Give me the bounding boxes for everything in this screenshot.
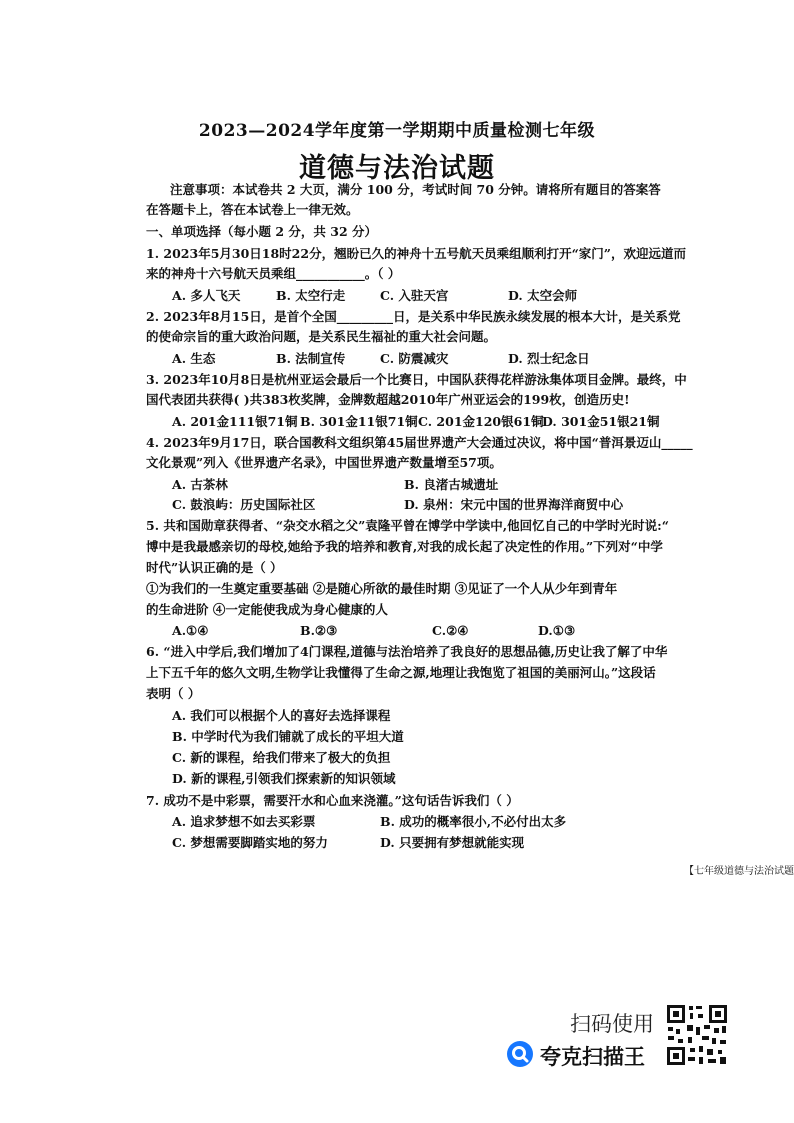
section-heading: 一、单项选择（每小题 2 分，共 32 分） — [146, 224, 378, 239]
brand-watermark — [506, 1040, 645, 1072]
option-d: D. 301金51银21铜 — [542, 414, 660, 429]
question-line: 4. 2023年9月17日，联合国教科文组织第45届世界遗产大会通过决议，将中国“普洱景迈山_____ — [146, 435, 693, 450]
option-c: C. 新的课程，给我们带来了极大的负担 — [172, 750, 391, 765]
option-b: B. 成功的概率很小,不必付出太多 — [380, 814, 567, 829]
option-b: B. 良渚古城遗址 — [404, 477, 499, 492]
scan-label: 扫码使用 — [570, 1012, 654, 1036]
question-line: 时代”认识正确的是（ ） — [146, 560, 283, 575]
option-a: A. 201金111银71铜 — [172, 414, 298, 429]
question-line: 2. 2023年8月15日，是首个全国_________日，是关系中华民族永续发展的根本大计，是关系党 — [146, 309, 681, 324]
option-a: A. 我们可以根据个人的喜好去选择课程 — [172, 708, 391, 723]
question-line: 文化景观”列入《世界遗产名录》，中国世界遗产数量增至57项。 — [146, 455, 502, 470]
question-line: 表明（ ） — [146, 686, 201, 701]
option-c: C. 入驻天宫 — [380, 288, 449, 303]
question-line: 1. 2023年5月30日18时22分，翘盼已久的神舟十五号航天员乘组顺利打开“家门”，欢迎远道而 — [146, 246, 686, 261]
question-line: ①为我们的一生奠定重要基础 ②是随心所欲的最佳时期 ③见证了一个人从少年到青年 — [146, 581, 618, 596]
option-d: D. 泉州：宋元中国的世界海洋商贸中心 — [404, 497, 624, 512]
question-line: 7. 成功不是中彩票，需要汗水和心血来浇灌。”这句话告诉我们（ ） — [146, 793, 519, 808]
option-b: B. 太空行走 — [276, 288, 346, 303]
exam-title: 2023—2024学年度第一学期期中质量检测七年级 — [198, 121, 596, 141]
option-d: D. 新的课程,引领我们探索新的知识领域 — [172, 771, 396, 786]
option-a: A.①④ — [172, 623, 209, 638]
option-d: D.①③ — [538, 623, 576, 638]
question-line: 6. “进入中学后,我们增加了4门课程,道德与法治培养了我良好的思想品德,历史让我了解了中华 — [146, 644, 668, 659]
option-c: C. 防震减灾 — [380, 351, 449, 366]
quark-logo-icon — [506, 1040, 534, 1072]
option-a: A. 追求梦想不如去买彩票 — [172, 814, 316, 829]
question-line: 的使命宗旨的重大政治问题，是关系民生福祉的重大社会问题。 — [146, 329, 497, 344]
question-line: 3. 2023年10月8日是杭州亚运会最后一个比赛日，中国队获得花样游泳集体项目金牌。最终，中 — [146, 372, 687, 387]
option-b: B. 法制宣传 — [276, 351, 346, 366]
option-c: C. 梦想需要脚踏实地的努力 — [172, 835, 328, 850]
option-d: D. 只要拥有梦想就能实现 — [380, 835, 525, 850]
option-c: C.②④ — [432, 623, 469, 638]
qr-code-icon — [666, 1004, 728, 1066]
brand-name: 夸克扫描王 — [540, 1045, 645, 1069]
option-d: D. 烈士纪念日 — [508, 351, 590, 366]
option-d: D. 太空会师 — [508, 288, 578, 303]
question-line: 上下五千年的悠久文明,生物学让我懂得了生命之源,地理让我饱览了祖国的美丽河山。”这段话 — [146, 665, 656, 680]
option-a: A. 古茶林 — [172, 477, 228, 492]
option-a: A. 生态 — [172, 351, 216, 366]
notice-line-1: 注意事项：本试卷共 2 大页，满分 100 分，考试时间 70 分钟。请将所有题目的答案答 — [170, 182, 661, 197]
option-c: C. 鼓浪屿：历史国际社区 — [172, 497, 316, 512]
subject-title: 道德与法治试题 — [299, 153, 495, 184]
option-b: B.②③ — [300, 623, 338, 638]
notice-line-2: 在答题卡上，答在本试卷上一律无效。 — [146, 202, 359, 217]
question-line: 来的神舟十六号航天员乘组___________。（ ） — [146, 266, 401, 281]
option-b: B. 301金11银71铜 — [300, 414, 418, 429]
question-line: 的生命进阶 ④一定能使我成为身心健康的人 — [146, 602, 388, 617]
option-a: A. 多人飞天 — [172, 288, 241, 303]
question-line: 博中是我最感亲切的母校,她给予我的培养和教育,对我的成长起了决定性的作用。”下列对“中学 — [146, 539, 663, 554]
question-line: 国代表团共获得( )共383枚奖牌，金牌数超越2010年广州亚运会的199枚，创造历史! — [146, 392, 630, 407]
page-footer-tag: 【七年级道德与法治试题 — [684, 866, 794, 877]
question-line: 5. 共和国勋章获得者、“杂交水稻之父”袁隆平曾在博学中学读中,他回忆自己的中学时光时说:“ — [146, 518, 669, 533]
option-c: C. 201金120银61铜 — [418, 414, 544, 429]
option-b: B. 中学时代为我们铺就了成长的平坦大道 — [172, 729, 404, 744]
